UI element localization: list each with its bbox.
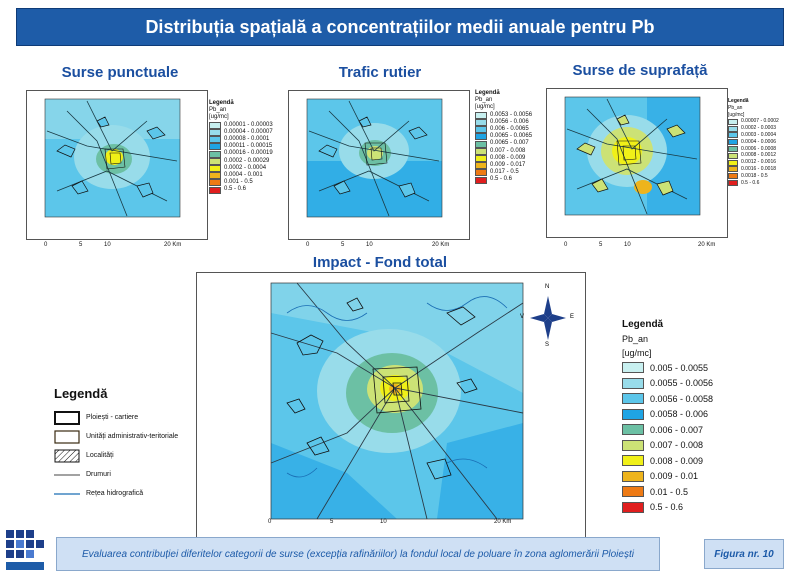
legend-label: 0.0053 - 0.0056 [490,111,533,118]
legend-label: 0.0012 - 0.0016 [741,159,777,166]
legend-layers-title: Legendă [54,386,108,401]
legend-trafic-row [475,176,547,183]
legend-punctual [209,100,289,194]
legend-label: 0.006 - 0.007 [650,424,704,435]
compass-rose-graphic [520,284,576,350]
legend-label: 0.0018 - 0.5 [741,172,768,179]
legend-impact-title: Legendă [622,319,664,330]
scale-trafic-20: 20 Km [432,242,450,248]
legend-label: 0.0002 - 0.0003 [741,125,777,132]
legend-impact-row [622,484,742,500]
legend-suprafata-field: Pb_an [728,104,743,111]
legend-impact-row [622,453,742,469]
legend-label: 0.007 - 0.008 [650,440,704,451]
legend-suprafata-title: Legendă [728,98,749,104]
legend-label: 0.0056 - 0.006 [490,118,529,125]
legend-swatch [728,146,738,152]
legend-label: 0.009 - 0.01 [650,471,699,482]
legend-label: 0.00008 - 0.0001 [224,136,270,143]
legend-label: 0.006 - 0.0065 [490,126,529,133]
legend-swatch [209,179,221,186]
legend-suprafata-unit: [ug/mc] [728,111,745,118]
legend-layers [54,386,194,503]
legend-swatch [209,129,221,136]
legend-punctual-field: Pb_an [209,107,227,114]
legend-label: 0.0065 - 0.007 [490,140,529,147]
legend-swatch [622,424,644,435]
legend-trafic-row [475,126,547,133]
scale-impact-5: 5 [330,519,334,525]
scale-suprafata-0: 0 [564,242,568,248]
scale-punctual-0: 0 [44,242,48,248]
scale-suprafata-10: 10 [624,242,631,248]
legend-swatch [209,151,221,158]
legend-layer-row [54,446,194,465]
figure-number: Figura nr. 10 [704,539,784,569]
legend-swatch [728,119,738,125]
map-title-suprafata: Surse de suprafață [572,62,708,79]
legend-swatch [475,177,487,184]
map-title-punctual: Surse punctuale [61,64,179,81]
legend-swatch [622,455,644,466]
legend-label: 0.5 - 0.6 [741,179,760,186]
legend-layer-row [54,465,194,484]
legend-label: 0.0055 - 0.0056 [650,378,714,389]
legend-trafic-row [475,112,547,119]
legend-label: 0.0008 - 0.0012 [741,152,777,159]
legend-trafic-field: Pb_an [475,97,493,104]
legend-swatch [728,160,738,166]
map-punctual-image [27,91,207,239]
scale-punctual-20: 20 Km [164,242,182,248]
legend-label: 0.00001 - 0.00003 [224,121,273,128]
legend-swatch [622,378,644,389]
legend-layer-label: Unități administrativ-teritoriale [86,433,179,440]
map-suprafata [546,88,728,238]
legend-suprafata-row [728,159,798,166]
district-outline-icon [54,411,80,425]
legend-layer-label: Localități [86,452,114,459]
road-line-icon [54,468,80,482]
legend-swatch [475,112,487,119]
compass-n: N [545,284,550,290]
legend-trafic-row [475,119,547,126]
legend-swatch [622,362,644,373]
legend-swatch [728,173,738,179]
legend-swatch [209,172,221,179]
scale-punctual-10: 10 [104,242,111,248]
legend-label: 0.0056 - 0.0058 [650,393,714,404]
legend-label: 0.0006 - 0.0008 [741,145,777,152]
legend-suprafata-row [728,118,798,125]
legend-impact-row [622,391,742,407]
scale-impact-10: 10 [380,519,387,525]
legend-impact-unit: [ug/mc] [622,348,652,358]
river-line-icon [54,487,80,501]
legend-label: 0.0003 - 0.0004 [741,131,777,138]
legend-label: 0.001 - 0.5 [224,179,253,186]
legend-swatch [622,393,644,404]
legend-label: 0.5 - 0.6 [490,176,513,183]
legend-suprafata-row [728,173,798,180]
legend-layer-label: Drumuri [86,471,111,478]
legend-suprafata [728,98,798,186]
legend-layer-row [54,427,194,446]
legend-swatch [622,486,644,497]
map-title-impact: Impact - Fond total [312,254,448,271]
legend-swatch [475,133,487,140]
legend-trafic-unit: [ug/mc] [475,104,495,111]
legend-suprafata-row [728,180,798,187]
legend-impact-row [622,360,742,376]
legend-swatch [728,166,738,172]
legend-trafic-row [475,133,547,140]
legend-label: 0.007 - 0.008 [490,147,526,154]
map-trafic-image [289,91,469,239]
legend-impact-row [622,422,742,438]
legend-label: 0.008 - 0.009 [650,455,704,466]
legend-impact-row [622,407,742,423]
legend-swatch [475,126,487,133]
legend-label: 0.009 - 0.017 [490,162,526,169]
legend-suprafata-row [728,166,798,173]
legend-layer-row [54,408,194,427]
legend-impact-row [622,500,742,516]
legend-label: 0.0004 - 0.001 [224,172,263,179]
legend-label: 0.0058 - 0.006 [650,409,709,420]
legend-swatch [728,153,738,159]
legend-punctual-row [209,122,289,129]
legend-impact-row [622,376,742,392]
legend-punctual-row [209,129,289,136]
logo-graphic [4,528,48,576]
compass-rose-icon [520,284,576,350]
legend-swatch [475,162,487,169]
legend-punctual-unit: [ug/mc] [209,114,229,121]
legend-swatch [475,155,487,162]
legend-label: 0.0004 - 0.0006 [741,138,777,145]
legend-label: 0.01 - 0.5 [650,486,689,497]
legend-impact-field: Pb_an [622,334,649,344]
legend-label: 0.0016 - 0.0018 [741,165,777,172]
legend-swatch [475,148,487,155]
legend-punctual-row [209,186,289,193]
scale-suprafata-20: 20 Km [698,242,716,248]
legend-label: 0.008 - 0.009 [490,154,526,161]
legend-swatch [622,502,644,513]
legend-label: 0.0065 - 0.0065 [490,133,533,140]
legend-trafic-row [475,162,547,169]
legend-punctual-row [209,165,289,172]
map-title-trafic: Trafic rutier [338,64,422,81]
admin-unit-outline-icon [54,430,80,444]
map-punctual [26,90,208,240]
map-trafic [288,90,470,240]
scale-trafic-5: 5 [341,242,345,248]
scale-suprafata-5: 5 [599,242,603,248]
legend-swatch [475,119,487,126]
legend-label: 0.00011 - 0.00015 [224,143,273,150]
legend-punctual-row [209,172,289,179]
legend-impact [622,318,742,515]
legend-swatch [728,139,738,145]
legend-trafic-row [475,148,547,155]
legend-label: 0.017 - 0.5 [490,169,519,176]
legend-label: 0.00007 - 0.0002 [741,118,779,125]
legend-suprafata-row [728,146,798,153]
legend-punctual-row [209,158,289,165]
legend-swatch [475,141,487,148]
institution-logo [4,528,48,576]
legend-swatch [622,440,644,451]
footer-caption: Evaluarea contribuției diferitelor categorii de surse (excepția rafinăriilor) la fondul local de poluare în zona aglomerării Ploiești [56,537,660,571]
scale-trafic-10: 10 [366,242,373,248]
map-suprafata-image [547,89,727,237]
legend-punctual-row [209,136,289,143]
compass-w: V [520,314,525,320]
legend-suprafata-row [728,125,798,132]
legend-label: 0.005 - 0.0055 [650,362,709,373]
legend-trafic-row [475,140,547,147]
legend-trafic-title: Legendă [475,90,500,96]
legend-label: 0.0002 - 0.0004 [224,164,267,171]
legend-punctual-row [209,150,289,157]
legend-label: 0.00016 - 0.00019 [224,150,273,157]
legend-swatch [209,143,221,150]
legend-swatch [475,169,487,176]
scale-punctual-5: 5 [79,242,83,248]
legend-label: 0.00004 - 0.00007 [224,128,273,135]
legend-layer-row [54,484,194,503]
legend-suprafata-row [728,132,798,139]
legend-swatch [728,132,738,138]
legend-suprafata-row [728,139,798,146]
page-title: Distribuția spațială a concentrațiilor medii anuale pentru Pb [16,8,784,46]
hatched-locality-icon [54,449,80,463]
legend-label: 0.5 - 0.6 [650,502,684,513]
legend-swatch [209,165,221,172]
legend-layer-label: Rețea hidrografică [86,490,144,497]
legend-trafic [475,90,547,184]
legend-trafic-row [475,169,547,176]
legend-punctual-row [209,179,289,186]
legend-trafic-row [475,155,547,162]
legend-layer-label: Ploiești - cartiere [86,414,139,421]
legend-swatch [209,136,221,143]
scale-impact-0: 0 [268,519,272,525]
compass-e: E [570,314,575,320]
legend-punctual-title: Legendă [209,100,234,106]
legend-impact-row [622,438,742,454]
legend-swatch [622,409,644,420]
scale-trafic-0: 0 [306,242,310,248]
legend-punctual-row [209,143,289,150]
legend-swatch [728,180,738,186]
scale-impact-20: 20 Km [494,519,512,525]
compass-s: S [545,342,550,348]
legend-swatch [622,471,644,482]
legend-suprafata-row [728,152,798,159]
legend-swatch [728,126,738,132]
legend-label: 0.5 - 0.6 [224,186,247,193]
legend-swatch [209,158,221,165]
legend-swatch [209,122,221,129]
legend-swatch [209,187,221,194]
legend-impact-row [622,469,742,485]
legend-label: 0.0002 - 0.00029 [224,157,270,164]
